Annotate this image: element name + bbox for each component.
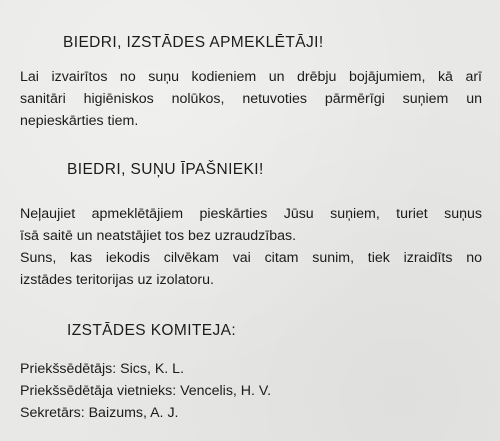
paragraph-line: Suns, kas iekodis cilvēkam vai citam sunim, tiek izraidīts no — [20, 250, 482, 266]
paragraph-line: nepieskārties tiem. — [20, 113, 139, 129]
committee-member: Priekšsēdētāja vietnieks: Vencelis, H. V. — [20, 383, 272, 399]
paragraph-line: Neļaujiet apmeklētājiem pieskārties Jūsu suņiem, turiet suņus — [20, 206, 482, 222]
heading-visitors: BIEDRI, IZSTĀDES APMEKLĒTĀJI! — [63, 34, 324, 51]
committee-member: Sekretārs: Baizums, A. J. — [20, 405, 179, 421]
committee-list — [20, 358, 271, 424]
committee-member: Priekšsēdētājs: Sics, K. L. — [20, 361, 185, 377]
paragraph-line: Lai izvairītos no suņu kodieniem un drēbju bojājumiem, kā arī — [20, 69, 482, 85]
paragraph-line: izstādes teritorijas uz izolatoru. — [20, 272, 214, 288]
paragraph-line: īsā saitē un neatstājiet tos bez uzraudzības. — [20, 228, 297, 244]
heading-owners: BIEDRI, SUŅU ĪPAŠNIEKI! — [67, 161, 264, 178]
paragraph-owners — [20, 203, 482, 291]
paragraph-visitors — [20, 66, 482, 132]
paragraph-line: sanitāri higiēniskos nolūkos, netuvoties pārmērīgi suņiem un — [20, 91, 482, 107]
heading-committee: IZSTĀDES KOMITEJA: — [67, 322, 237, 339]
